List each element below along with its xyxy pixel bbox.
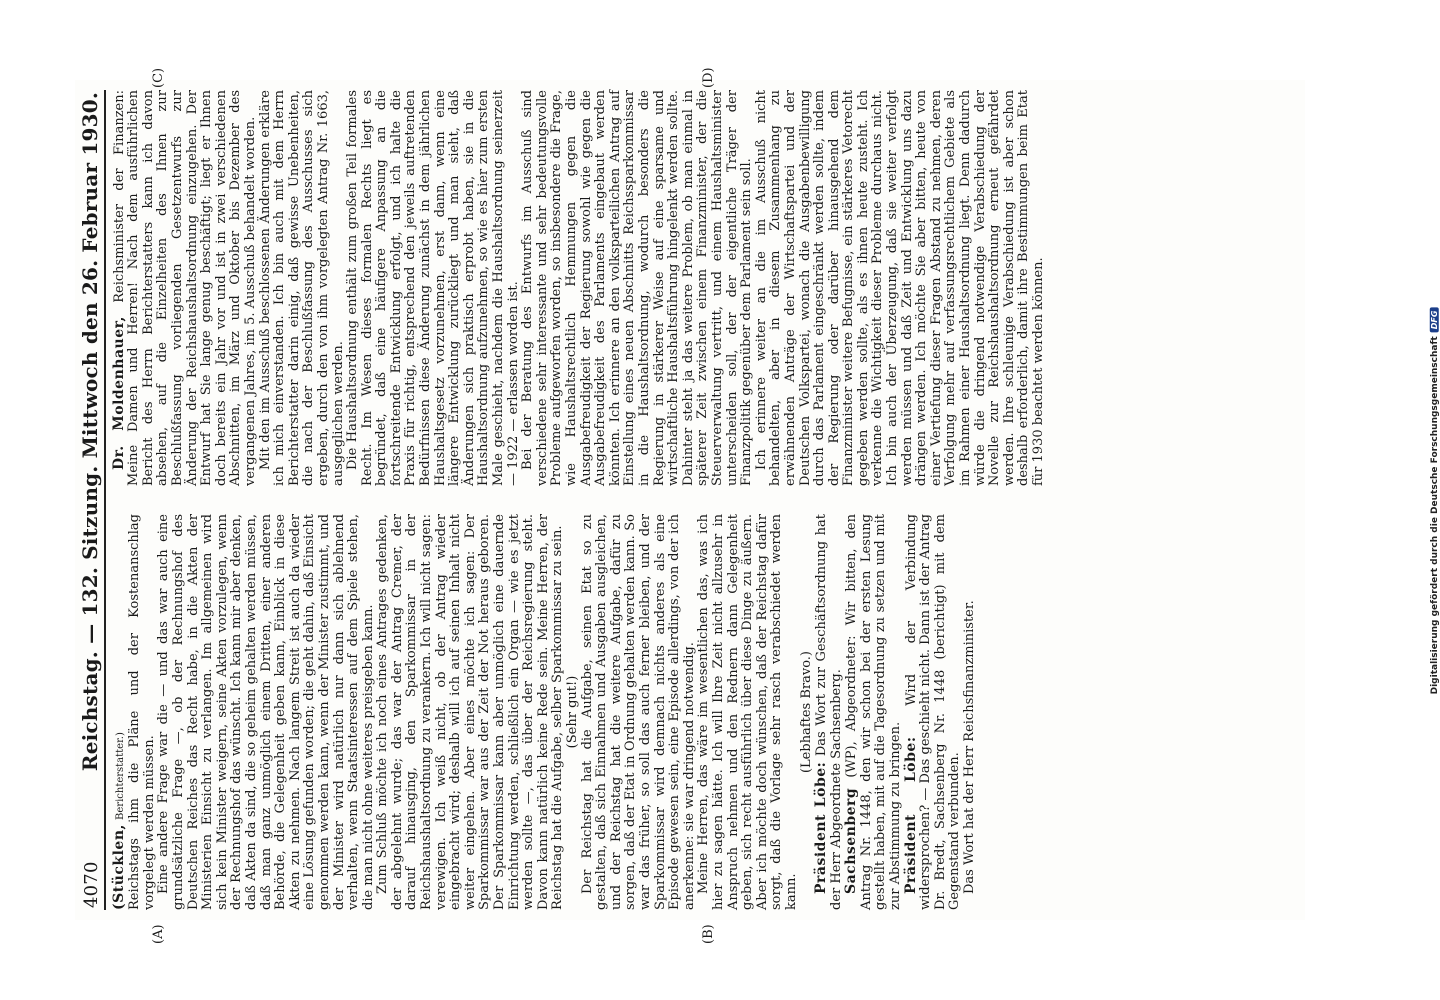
text-columns <box>110 67 1047 944</box>
margin-marker-d: (D) <box>700 67 716 88</box>
running-title: Reichstag. — 132. Sitzung. Mittwoch den 26. Februar 1930. <box>78 92 102 772</box>
speech-paragraph <box>112 90 259 486</box>
body-text: Reichstags ihm die Pläne und der Kostenanschlag vorgelegt werden müssen. <box>127 514 157 910</box>
margin-marker-a: (A) <box>150 924 166 944</box>
speaker-name: (Stücklen, <box>110 824 127 910</box>
body-paragraph: Die Haushaltsordnung enthält zum großen Teil formales Recht. Im Wesen dieses formalen Rechts liegt es begründet, daß eine häufigere Anpassung an die fortschreitende Entwicklung erfolgt, und ich halte die Praxis für richtig, entsprechend den jeweils auftretenden Bedürfnissen diese Änderung zunächst in dem jährlichen Haushaltsgesetz vorzunehmen, erst dann, wenn eine längere Entwicklung zurückliegt und man sieht, daß Änderungen sich praktisch erprobt haben, sie in die Haushaltsordnung aufzunehmen, so wie es hier zum ersten Male geschieht, nachdem die Haushaltsordnung seinerzeit — 1922 — erlassen worden ist. <box>345 90 521 486</box>
margin-marker-b: (B) <box>700 924 716 944</box>
body-paragraph: Bei der Beratung des Entwurfs im Ausschuß sind verschiedene sehr interessante und sehr bedeutungsvolle Probleme aufgeworfen worden, so insbesondere die Frage, wie Haushaltsrechtlich Hemmungen gegen die Ausgabefreudigkeit der Regierung sowohl wie gegen die Ausgabefreudigkeit des Parlaments eingebaut werden könnten. Ich erinnere an den volksparteilichen Antrag auf Einstellung eines neuen Abschnitts Reichssparkommissar in die Haushaltsordnung, wodurch besonders die Regierung in stärkerer Weise auf eine sparsame und wirtschaftliche Haushaltsführung hingelenkt werden sollte. Dahinter steht ja das weitere Problem, ob man einmal in späterer Zeit zwischen einem Finanzminister, der die Steuerverwaltung vertritt, und einem Haushaltsminister unterscheiden soll, der der eigentliche Träger der Finanzpolitik gegenüber dem Parlament sein soll. <box>520 90 755 486</box>
speech-paragraph <box>904 514 963 910</box>
page-number: 4070 <box>81 861 102 908</box>
speaker-name: Präsident Löbe: <box>813 761 830 894</box>
speech-paragraph <box>844 514 903 910</box>
body-paragraph: Meine Herren, das wäre im wesentlichen das, was ich hier zu sagen hätte. Ich will Ihre Zeit nicht allzusehr in Anspruch nehmen und den Rednern dann Gelegenheit geben, sich recht ausführlich über diese Dinge zu äußern. Aber ich möchte doch wünschen, daß der Reichstag dafür sorgt, daß die Vorlage sehr rasch verabschiedet werden kann. <box>696 514 799 910</box>
interjection: (Lebhaftes Bravo.) <box>798 650 814 774</box>
speech-text: (WP), Abgeordneter: Wir bitten, den Antrag Nr. 1448, den wir schon bei der ersten Lesung gestellt haben, mit auf die Tagesordnung zu setzen und mit zur Abstimmung zu bringen. <box>844 514 904 910</box>
running-header <box>78 90 106 910</box>
interjection: (Sehr gut!) <box>565 675 580 749</box>
scanned-page-area <box>60 60 1320 944</box>
speaker-line <box>112 514 129 910</box>
left-column <box>112 514 1047 910</box>
dfg-logo: DFG <box>1430 308 1439 333</box>
speech-paragraph <box>814 514 844 910</box>
document-page <box>75 67 1305 944</box>
credit-text: Digitalisierung gefördert durch die Deutsche Forschungsgemeinschaft <box>1430 336 1440 695</box>
right-margin-markers <box>112 64 1047 88</box>
speaker-name: Präsident Löbe: <box>902 736 919 894</box>
left-margin-markers <box>112 920 1047 944</box>
digitization-credit <box>1418 6 1440 996</box>
body-paragraph: Eine andere Frage war die — und das war auch eine grundsätzliche Frage —, ob der Rechnungshof des Deutschen Reiches das Recht habe, in die Akten der Ministerien Einsicht zu verlangen. Im allgemeinen wird sich kein Minister weigern, seine Akten vorzulegen, wenn der Rechnungshof das wünscht. Ich kann mir aber denken, daß Akten da sind, die so geheim gehalten werden müssen, daß man ganz unmöglich einem Dritten, einer anderen Behörde, die Gelegenheit geben kann, Einblick in diese Akten zu nehmen. Nach langem Streit ist auch da wieder eine Lösung gefunden worden; die geht dahin, daß Einsicht genommen werden kann, wenn der Minister zustimmt, und der Minister wird natürlich nur dann sich ablehnend verhalten, wenn Staatsinteressen auf dem Spiele stehen, die man nicht ohne weiteres preisgeben kann. <box>156 514 376 910</box>
speech-text: Reichsminister der Finanzen: Meine Damen und Herren! Nach dem ausführlichen Bericht des Herrn Berichterstatters kann ich davon absehen, auf die Einzelheiten des Ihnen zur Beschlußfassung vorliegenden Gesetzentwurfs zur Änderung der Reichshaushaltsordnung einzugehen. Der Entwurf hat Sie lange genug beschäftigt; liegt er Ihnen doch bereits ein Jahr vor und ist in zwei verschiedenen Abschnitten, im März und Oktober bis Dezember des vergangenen Jahres, im 5. Ausschuß behandelt worden. <box>111 90 258 486</box>
speech-text: Wird der Verbindung widersprochen? — Das geschieht nicht. Dann ist der Antrag Dr. Bredt, Sachsenberg Nr. 1448 (berichtigt) mit dem Gegenstand verbunden. <box>903 514 963 910</box>
body-paragraph: Das Wort hat der Herr Reichsfinanzminister. <box>962 600 978 894</box>
body-paragraph: Zum Schluß möchte ich noch eines Antrages gedenken, der abgelehnt wurde; das war der Antrag Cremer, der darauf hinausging, den Sparkommissar in der Reichshaushaltsordnung zu verankern. Ich will nicht sagen: verewigen. Ich weiß nicht, ob der Antrag wieder eingebracht wird; deshalb will ich auf seinen Inhalt nicht weiter eingehen. Aber eines möchte ich sagen: Der Sparkommissar war aus der Zeit der Not heraus geboren. Der Sparkommissar kann aber unmöglich eine dauernde Einrichtung werden, schließlich ein Organ — wie es jetzt werden sollte —, das über der Reichsregierung steht. Davon kann natürlich keine Rede sein. Meine Herren, der Reichstag hat die Aufgabe, selber Sparkommissar zu sein. <box>375 514 566 910</box>
body-paragraph: Der Reichstag hat die Aufgabe, seinen Etat so zu gestalten, daß sich Einnahmen und Ausgaben ausgleichen, und der Reichstag hat die weitere Aufgabe, dafür zu sorgen, daß der Etat in Ordnung gehalten werden kann. So war das früher, so soll das auch ferner bleiben, und der Sparkommissar wird demnach nichts anderes als eine Episode gewesen sein, eine Episode allerdings, von der ich anerkenne: sie war dringend notwendig. <box>579 514 697 910</box>
speaker-role: Berichterstatter.) <box>114 732 126 820</box>
speech-text: Das Wort zur Geschäftsordnung hat der Herr Abgeordnete Sachsenberg. <box>814 514 844 910</box>
speaker-name: Dr. Moldenhauer, <box>110 316 127 470</box>
body-paragraph: Ich erinnere weiter an die im Ausschuß nicht behandelten, aber in diesem Zusammenhang zu erwähnenden Anträge der Wirtschaftspartei und der Deutschen Volkspartei, wonach die Ausgabenbewilligung durch das Parlament eingeschränkt werden sollte, indem der Regierung oder darüber hinausgehend dem Finanzminister weitere Befugnisse, ein stärkeres Vetorecht gegeben werden sollte, als es ihnen heute zusteht. Ich verkenne die Wichtigkeit dieser Probleme durchaus nicht. Ich bin auch der Überzeugung, daß sie weiter verfolgt werden müssen und daß Zeit und Entwicklung uns dazu drängen werden. Ich möchte Sie aber bitten, heute von einer Vertiefung dieser Fragen Abstand zu nehmen, deren Verfolgung mehr auf verfassungsrechtlichem Gebiete als im Rahmen einer Haushaltsordnung liegt. Denn dadurch würde die dringend notwendige Verabschiedung der Novelle zur Reichshaushaltsordnung erneut gefährdet werden. Ihre schleunige Verabschiedung ist aber schon deshalb erforderlich, damit ihre Bestimmungen beim Etat für 1930 beachtet werden können. <box>753 90 1046 486</box>
body-paragraph: Mit den im Ausschuß beschlossenen Änderungen erkläre ich mich einverstanden. Ich bin auch mit dem Herrn Berichterstatter darin einig, daß gewisse Unebenheiten, die nach der Beschlußfassung des Ausschusses sich ergeben, durch den von ihm vorgelegten Antrag Nr. 1663, ausgeglichen werden. <box>257 90 346 486</box>
margin-marker-c: (C) <box>150 67 166 88</box>
speaker-name: Sachsenberg <box>843 787 860 894</box>
right-column <box>112 90 1047 486</box>
